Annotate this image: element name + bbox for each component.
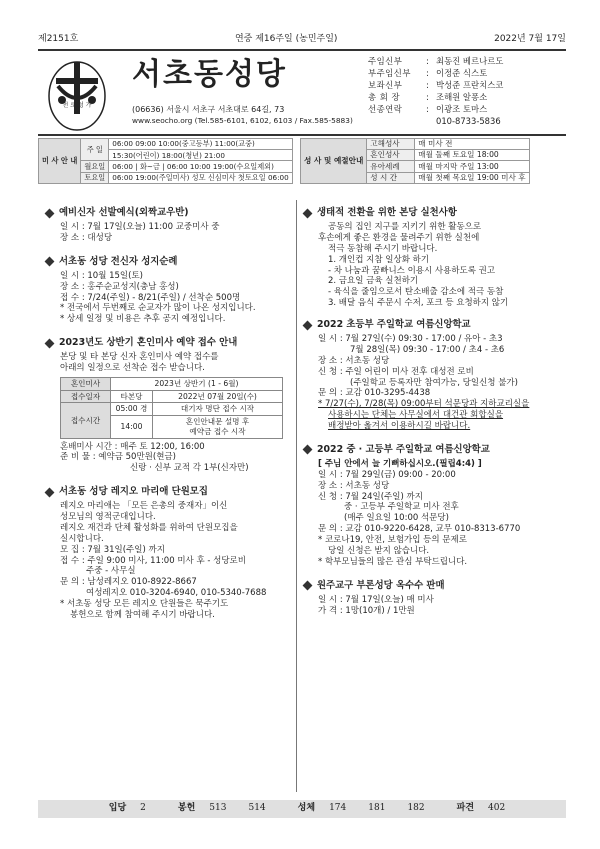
notice-line: 문 의 : 교감 010-9220-6428, 교무 010-8313-6770: [318, 524, 521, 535]
notice-line: 문 의 : 교감 010-3295-4438: [318, 388, 431, 399]
sacrament-label: 성 시 간: [367, 172, 415, 183]
staff-name: 이정준 식스토: [436, 67, 488, 78]
mass-schedule-table: [38, 138, 293, 184]
mass-day: 토요일: [81, 172, 109, 183]
notice-line: 일 시 : 7월 17일(오늘) 11:00 교중미사 중: [60, 222, 220, 233]
notice-line: 모 집 : 7월 31일(주일) 까지: [60, 544, 165, 555]
notice-line: 1. 개인컵 지참 일상화 하기: [328, 254, 430, 265]
notice-elementary-camp: [304, 319, 566, 432]
notice-line: 혼배미사 시간 : 매주 토 12:00, 16:00: [60, 441, 205, 452]
wedding-cell: 타본당: [111, 390, 153, 403]
notice-line: 아래의 일정으로 선착순 접수 받습니다.: [60, 363, 205, 374]
notice-line: 장 소 : 대성당: [60, 232, 113, 243]
church-address-block: [132, 105, 353, 126]
notice-line: - 차 나눔과 꿈빠니스 이용시 사용하도록 권고: [328, 265, 496, 276]
notice-line: 신랑 · 신부 교적 각 1부(신자만): [130, 463, 249, 474]
notice-wedding: [46, 337, 292, 474]
notice-line: 본당 및 타 본당 신자 혼인미사 예약 접수를: [60, 352, 219, 363]
hymn-number: 513: [209, 803, 227, 814]
staff-role: 부주임신부: [368, 67, 411, 78]
notice-line: 2. 금요일 금육 실천하기: [328, 276, 419, 287]
notice-catechumen: [46, 207, 292, 244]
logo-lettering: 천 로 성 가: [62, 102, 92, 109]
top-divider: [38, 49, 566, 51]
notice-line: 실시합니다.: [60, 533, 104, 544]
notice-line: 장 소 : 서초동 성당: [318, 355, 390, 366]
sacrament-table: [300, 138, 530, 184]
wedding-cell: 대기자 명단 접수 시작: [153, 403, 283, 416]
notice-line: 3. 배달 음식 주문시 수저, 포크 등 요청하지 않기: [328, 298, 509, 309]
mass-day: 주 일: [81, 139, 109, 161]
staff-name: 이광조 토마스: [436, 103, 488, 114]
notice-line: 가 격 : 1망(10개) / 1만원: [318, 605, 415, 616]
notice-line: * 서초동 성당 모든 레지오 단원들은 묵주기도: [60, 599, 229, 610]
notice-line: 문 의 : 남성레지오 010-8922-8667: [60, 577, 197, 588]
notice-title: 서초동 성당 전신자 성지순례: [59, 255, 178, 267]
staff-role: 선종연락: [368, 103, 403, 114]
notice-line: 일 시 : 7월 29일(금) 09:00 - 20:00: [318, 469, 456, 480]
hymn-label-offertory: 봉헌: [177, 803, 196, 814]
notice-line: 장 소 : 서초동 성당: [318, 480, 390, 491]
hymn-number: 182: [407, 803, 425, 814]
notice-ecology: [304, 207, 566, 309]
wedding-cell: 접수일자: [61, 390, 111, 403]
church-website[interactable]: www.seocho.org (Tel.585-6101, 6102, 6103 / Fax.585-5883): [132, 115, 353, 125]
notice-title: 예비신자 선발예식(외짝교우반): [59, 207, 189, 218]
notice-line: 여성레지오 010-3204-6940, 010-5340-7688: [86, 588, 267, 599]
left-column: [46, 207, 292, 621]
staff-name: 최동진 베르나르도: [436, 56, 504, 66]
staff-row: 총 회 장 : 조해원 알퐁소: [368, 91, 488, 102]
notice-legio: [46, 486, 292, 621]
issue-date: 2022년 7월 17일: [494, 34, 566, 44]
diamond-bullet-icon: [303, 208, 313, 218]
notice-corn-sale: [304, 580, 566, 617]
notice-line: 배정받아 옮겨서 이용하시길 바랍니다.: [328, 421, 471, 432]
notice-line: 일 시 : 10월 15일(토): [60, 270, 143, 281]
column-divider: [296, 200, 297, 792]
notice-line: 일 시 : 7월 27일(수) 09:30 - 17:00 / 유아 - 초3: [318, 334, 503, 345]
notice-line: 레지오 마리애는 「모든 은총의 중재자」이신: [60, 501, 228, 512]
sacrament-value: 매월 둘째 토요일 18:00: [415, 150, 529, 161]
liturgical-week: 연중 제16주일 (농민주일): [234, 34, 338, 44]
mass-day: 월요일: [81, 161, 109, 172]
notice-motto: [ 주님 안에서 늘 기뻐하십시오.(필립4:4) ]: [318, 458, 482, 469]
notice-line: * 전국에서 두번째로 순교자가 많이 나온 성지입니다.: [60, 303, 256, 314]
staff-name: 박성준 프란치스코: [436, 79, 504, 90]
staff-row: [368, 116, 503, 128]
staff-list: [368, 56, 503, 128]
notice-line: (주일학교 등록자만 참여가능, 당일신청 불가): [350, 377, 518, 388]
wedding-cell: 05:00 경: [111, 403, 153, 416]
notice-title: 2022 초등부 주일학교 여름신앙학교: [317, 319, 471, 331]
hymn-label-communion: 성체: [297, 803, 316, 814]
staff-role: 주임신부: [368, 56, 403, 66]
hymn-footer: [38, 800, 566, 818]
notice-line: 주중 - 사무실: [86, 566, 136, 577]
notice-line: * 상세 일정 및 비용은 추후 공지 예정입니다.: [60, 314, 226, 325]
wedding-cell: 혼인미사: [61, 377, 111, 390]
hymn-number: 2: [140, 803, 146, 814]
church-address: (06636) 서울시 서초구 서초대로 64길, 73: [132, 105, 285, 114]
header-divider: [38, 134, 566, 136]
notice-pilgrimage: [46, 256, 292, 325]
notice-youth-camp: [304, 444, 566, 568]
notice-line: 준 비 물 : 예약금 50만원(현금): [60, 452, 176, 463]
staff-row: 선종연락 : 이광조 토마스: [368, 103, 488, 114]
sacrament-value: 매 미사 전: [415, 139, 529, 150]
wedding-cell: 2023년 상반기 (1 - 6월): [111, 377, 283, 390]
notice-line: 일 시 : 7월 17일(오늘) 매 미사: [318, 594, 434, 605]
staff-name: 조해원 알퐁소: [436, 91, 488, 102]
notice-line: 장 소 : 홍주순교성지(충남 홍성): [60, 281, 179, 292]
notice-line: 후손에게 좋은 환경을 물려주기 위한 실천에: [318, 232, 480, 243]
notice-line: 사용하시는 단체는 사무실에서 대건관 회합실을: [328, 410, 504, 421]
hymn-label-recessional: 파견: [456, 803, 475, 814]
notice-line: - 육식을 줄임으로서 탄소배출 감소에 적극 동참: [328, 287, 504, 298]
wedding-cell: 혼인안내문 설명 후 예약금 접수 시작: [153, 416, 283, 438]
notice-line: 레지오 재건과 단체 활성화를 위하여 단원모집을: [60, 522, 238, 533]
wedding-cell: 14:00: [111, 416, 153, 438]
diamond-bullet-icon: [303, 320, 313, 330]
notice-line: 접 수 : 주일 9:00 미사, 11:00 미사 후 - 성당로비: [60, 555, 246, 566]
notice-line: 7월 28일(목) 09:30 - 17:00 / 초4 - 초6: [350, 344, 505, 355]
notice-line: 중 · 고등부 주일학교 미사 전후: [344, 502, 459, 513]
staff-row: 주임신부 : 최동진 베르나르도: [368, 56, 504, 66]
diamond-bullet-icon: [45, 487, 55, 497]
notice-line: (매주 일요일 10:00 석문당): [344, 513, 449, 524]
wedding-cell: 접수시간: [61, 403, 111, 438]
mass-head: 미 사 안 내: [39, 139, 81, 184]
sacrament-label: 고해성사: [367, 139, 415, 150]
notice-line: 공동의 집인 지구를 지키기 위한 활동으로: [328, 222, 482, 233]
staff-phone: 010-8733-5836: [436, 115, 501, 126]
notice-title: 생태적 전환을 위한 본당 실천사항: [317, 207, 457, 218]
diamond-bullet-icon: [45, 338, 55, 348]
diamond-bullet-icon: [303, 445, 313, 455]
notice-line: 적극 동참해 주시기 바랍니다.: [328, 243, 438, 254]
church-name: 서초동성당: [132, 57, 287, 92]
sacrament-head: 성 사 및 예절안내: [301, 139, 367, 184]
mass-time: 06:00 09:00 10:00(중고등부) 11:00(교중): [109, 139, 292, 150]
staff-role: 총 회 장: [368, 91, 401, 102]
mass-time: 15:30(어린이) 18:00(청년) 21:00: [109, 150, 292, 161]
top-bar: [38, 34, 566, 46]
wedding-schedule-table: [60, 377, 283, 439]
notice-line: * 7/27(수), 7/28(목) 09:00부터 석문당과 지하교리실을: [318, 399, 530, 410]
sacrament-label: 혼인성사: [367, 150, 415, 161]
notice-line: 당일 신청은 받지 않습니다.: [328, 545, 430, 556]
notice-line: 성모님의 영적군대입니다.: [60, 512, 156, 523]
wedding-cell: 2022년 07월 20일(수): [153, 390, 283, 403]
staff-row: 부주임신부 : 이정준 식스토: [368, 67, 488, 78]
hymn-number: 174: [329, 803, 347, 814]
notice-title: 원주교구 부론성당 옥수수 판매: [317, 579, 445, 591]
church-logo: [44, 56, 110, 134]
notice-line: * 코로나19, 안전, 보험가입 등의 문제로: [318, 535, 467, 546]
diamond-bullet-icon: [303, 581, 313, 591]
sacrament-label: 유아세례: [367, 161, 415, 172]
notice-title: 2022 중 · 고등부 주일학교 여름신앙학교: [317, 443, 490, 455]
diamond-bullet-icon: [45, 257, 55, 267]
right-column: [304, 207, 566, 617]
sacrament-value: 매월 마지막 주일 13:00: [415, 161, 529, 172]
staff-row: 보좌신부 : 박성준 프란치스코: [368, 79, 504, 90]
notice-line: 신 청 : 7월 24일(주일) 까지: [318, 491, 423, 502]
mass-time: 06:00 19:00(주일미사) 성모 신심미사 첫토요일 06:00: [109, 172, 292, 183]
sacrament-value: 매월 첫째 목요일 19:00 미사 후: [415, 172, 529, 183]
hymn-number: 181: [368, 803, 386, 814]
notice-title: 서초동 성당 레지오 마리애 단원모집: [59, 486, 208, 498]
notice-line: 봉헌으로 함께 참여해 주시기 바랍니다.: [70, 609, 215, 620]
hymn-number: 514: [248, 803, 266, 814]
notice-line: 접 수 : 7/24(주일) - 8/21(주일) / 선착순 500명: [60, 292, 241, 303]
notice-line: 신 청 : 주일 어린이 미사 전후 대성전 로비: [318, 366, 474, 377]
notice-line: * 학부모님들의 많은 관심 부탁드립니다.: [318, 556, 468, 567]
hymn-label-entrance: 입당: [108, 803, 127, 814]
hymn-number: 402: [488, 803, 506, 814]
diamond-bullet-icon: [45, 208, 55, 218]
mass-time: 06:00 | 화~금 | 06:00 10:00 19:00(수요일제외): [109, 161, 292, 172]
notice-title: 2023년도 상반기 혼인미사 예약 접수 안내: [59, 337, 238, 349]
issue-number: 제2151호: [38, 34, 79, 44]
staff-role: 보좌신부: [368, 79, 403, 90]
